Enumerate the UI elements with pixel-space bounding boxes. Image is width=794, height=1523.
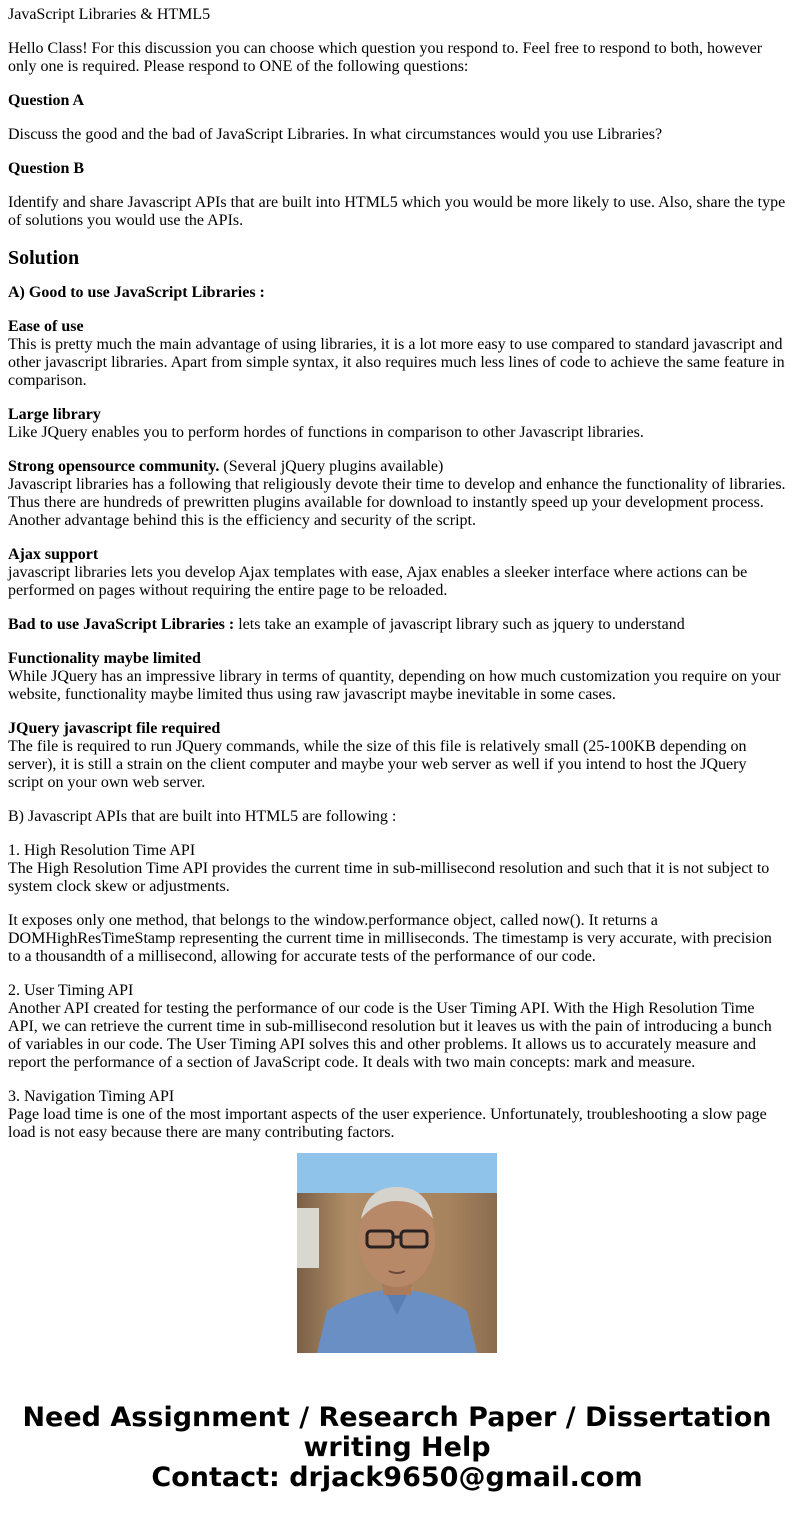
footer-line-1: Need Assignment / Research Paper / Dissertation writing Help [22, 1402, 772, 1463]
file-text: The file is required to run JQuery commands, while the size of this file is relatively small (25-100KB depending on server), it is still a strain on the client computer and maybe your web server as well if you intend to host the JQuery script on your own web server. [8, 738, 747, 791]
func-text: While JQuery has an impressive library in terms of quantity, depending on how much customization you require on your website, functionality maybe limited thus using raw javascript maybe inevitable in some cases. [8, 668, 781, 703]
ease-text: This is pretty much the main advantage of using libraries, it is a lot more easy to use compared to standard javascript and other javascript libraries. Apart from simple syntax, it also requires much less lines of code to achieve the same feature in comparison. [8, 336, 785, 389]
ajax-text: javascript libraries lets you develop Ajax templates with ease, Ajax enables a sleeker interface where actions can be performed on pages without requiring the entire page to be reloaded. [8, 564, 748, 599]
bad-heading [8, 616, 786, 634]
large-text: Like JQuery enables you to perform hordes of functions in comparison to other Javascript libraries. [8, 424, 644, 441]
ajax-section [8, 546, 786, 600]
large-section [8, 406, 786, 442]
api1-text: The High Resolution Time API provides the current time in sub-millisecond resolution and such that it is not subject to system clock skew or adjustments. [8, 860, 770, 895]
bad-title: Bad to use JavaScript Libraries : [8, 616, 235, 633]
api2-section [8, 982, 786, 1072]
func-title: Functionality maybe limited [8, 650, 201, 667]
question-a-text: Discuss the good and the bad of JavaScript Libraries. In what circumstances would you use Libraries? [8, 126, 663, 143]
api2-text: Another API created for testing the performance of our code is the User Timing API. With the High Resolution Time API, we can retrieve the current time in sub-millisecond resolution but it leaves us with the pain of introducing a bunch of variables in our code. The User Timing API solves this and other problems. It allows us to accurately measure and report the performance of a section of JavaScript code. It deals with two main concepts: mark and measure. [8, 1000, 772, 1071]
intro-paragraph: Hello Class! For this discussion you can choose which question you respond to. Feel free to respond to both, however only one is required. Please respond to ONE of the following questions: [8, 40, 763, 75]
solution-heading: Solution [8, 247, 80, 269]
switch-panel [297, 1208, 319, 1268]
ease-section [8, 318, 786, 390]
question-b-text: Identify and share Javascript APIs that are built into HTML5 which you would be more likely to use. Also, share the type of solutions you would use the APIs. [8, 194, 786, 229]
good-heading-text: A) Good to use JavaScript Libraries : [8, 284, 265, 301]
question-b-label [8, 160, 786, 178]
b-intro: B) Javascript APIs that are built into HTML5 are following : [8, 808, 397, 825]
document-body [8, 6, 786, 1141]
api1-section [8, 842, 786, 896]
avatar [297, 1153, 497, 1353]
api1-title: 1. High Resolution Time API [8, 842, 196, 859]
file-section [8, 720, 786, 792]
community-section [8, 458, 786, 530]
community-title: Strong opensource community. [8, 458, 220, 475]
api1-text2: It exposes only one method, that belongs to the window.performance object, called now(). It returns a DOMHighResTimeStamp representing the current time in milliseconds. The timestamp is very accurate, with precision to a thousandth of a millisecond, allowing for accurate tests of the performance of our code. [8, 912, 772, 965]
api3-section [8, 1088, 786, 1142]
portrait-photo [297, 1153, 497, 1353]
api2-title: 2. User Timing API [8, 982, 134, 999]
func-section [8, 650, 786, 704]
footer-contact: Contact: drjack9650@gmail.com [151, 1462, 643, 1493]
ease-title: Ease of use [8, 318, 84, 335]
large-title: Large library [8, 406, 101, 423]
api3-title: 3. Navigation Timing API [8, 1088, 175, 1105]
community-text: Javascript libraries has a following that religiously devote their time to develop and enhance the functionality of libraries. Thus there are hundreds of prewritten plugins available for download to instantly speed up your development process. Another advantage behind this is the efficiency and security of the script. [8, 476, 786, 529]
bad-text: lets take an example of javascript library such as jquery to understand [234, 616, 685, 633]
file-title: JQuery javascript file required [8, 720, 221, 737]
question-a-label [8, 92, 786, 110]
doc-title: JavaScript Libraries & HTML5 [8, 6, 211, 23]
ajax-title: Ajax support [8, 546, 99, 563]
footer-banner [0, 1403, 794, 1493]
good-heading [8, 284, 786, 302]
question-a-label-text: Question A [8, 92, 85, 109]
question-b-label-text: Question B [8, 160, 85, 177]
api3-text: Page load time is one of the most important aspects of the user experience. Unfortunately, troubleshooting a slow page load is not easy because there are many contributing factors. [8, 1106, 767, 1141]
community-note: (Several jQuery plugins available) [219, 458, 444, 475]
